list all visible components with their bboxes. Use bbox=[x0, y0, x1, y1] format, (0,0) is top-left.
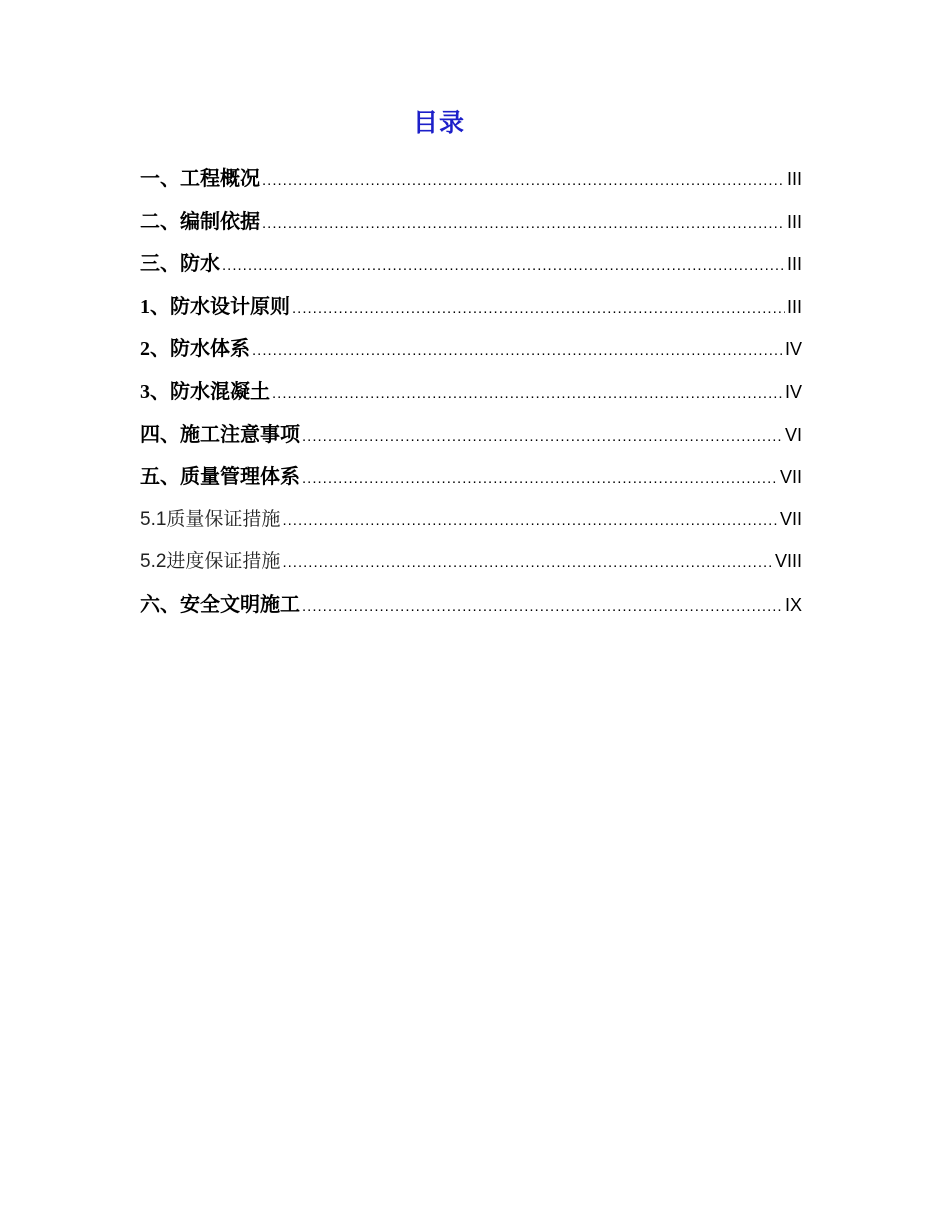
toc-entry[interactable] bbox=[140, 498, 802, 541]
toc-entry-title: 一、工程概况 bbox=[140, 166, 260, 190]
toc-dot-leader bbox=[292, 288, 785, 331]
toc-entry-label bbox=[140, 285, 290, 329]
toc-entry-title: 、防水体系 bbox=[150, 336, 250, 361]
toc-page-number: IV bbox=[784, 381, 802, 402]
toc-entry-title: 进度保证措施 bbox=[166, 550, 281, 573]
toc-entry-label bbox=[140, 540, 280, 584]
toc-dot-leader bbox=[252, 330, 783, 373]
toc-entry-label bbox=[140, 498, 280, 542]
toc-page-number: III bbox=[786, 254, 802, 275]
toc-entry[interactable] bbox=[140, 583, 802, 626]
toc-entry[interactable] bbox=[140, 540, 802, 583]
toc-entry-title: 质量保证措施 bbox=[166, 507, 281, 530]
page-title: 目录 bbox=[412, 107, 465, 137]
toc-entry[interactable] bbox=[140, 285, 802, 328]
toc-entry-number: 5.2 bbox=[140, 551, 167, 573]
toc-entry-title: 六、安全文明施工 bbox=[140, 591, 300, 616]
toc-entry[interactable] bbox=[140, 455, 802, 498]
toc-dot-leader bbox=[222, 245, 785, 288]
toc-entry-title: 三、防水 bbox=[140, 251, 220, 276]
toc-entry[interactable] bbox=[140, 200, 802, 243]
toc-page-number: VII bbox=[779, 508, 802, 529]
toc-entry-label bbox=[140, 583, 300, 627]
toc-entry-number: 2 bbox=[140, 338, 150, 361]
toc-entry-title: 五、质量管理体系 bbox=[140, 464, 300, 489]
toc-entry-label bbox=[140, 370, 270, 414]
toc-entry-label bbox=[140, 157, 260, 201]
toc-entry[interactable] bbox=[140, 413, 802, 456]
toc-page-number: III bbox=[786, 296, 802, 317]
table-of-contents bbox=[140, 157, 802, 626]
toc-page-number: IV bbox=[784, 339, 802, 360]
toc-entry-number: 1 bbox=[140, 295, 150, 318]
toc-dot-leader bbox=[302, 416, 783, 459]
toc-entry[interactable] bbox=[140, 370, 802, 413]
toc-dot-leader bbox=[282, 542, 773, 585]
toc-page-number: IX bbox=[784, 594, 802, 615]
toc-entry-number: 3 bbox=[140, 380, 150, 403]
toc-dot-leader bbox=[262, 203, 785, 246]
toc-entry[interactable] bbox=[140, 327, 802, 370]
toc-page-number: VII bbox=[779, 467, 802, 488]
toc-page-number: VIII bbox=[774, 551, 802, 572]
toc-dot-leader bbox=[302, 458, 778, 501]
toc-entry-label bbox=[140, 327, 250, 371]
toc-entry-label bbox=[140, 242, 220, 286]
toc-entry-label bbox=[140, 455, 300, 499]
toc-entry-title: 四、施工注意事项 bbox=[140, 421, 300, 446]
toc-dot-leader bbox=[302, 586, 783, 629]
toc-dot-leader bbox=[272, 373, 783, 416]
toc-entry-label bbox=[140, 413, 300, 457]
toc-entry[interactable] bbox=[140, 157, 802, 200]
toc-entry-title: 二、编制依据 bbox=[140, 208, 260, 233]
toc-dot-leader bbox=[282, 500, 778, 543]
toc-page-number: III bbox=[786, 211, 802, 232]
toc-entry-label bbox=[140, 200, 260, 244]
toc-entry[interactable] bbox=[140, 242, 802, 285]
toc-entry-number: 5.1 bbox=[140, 508, 167, 530]
toc-page-number: III bbox=[786, 169, 802, 189]
toc-entry-title: 、防水混凝土 bbox=[150, 378, 270, 403]
toc-page-number: VI bbox=[784, 424, 802, 445]
toc-dot-leader bbox=[262, 160, 785, 203]
toc-entry-title: 、防水设计原则 bbox=[150, 293, 290, 318]
